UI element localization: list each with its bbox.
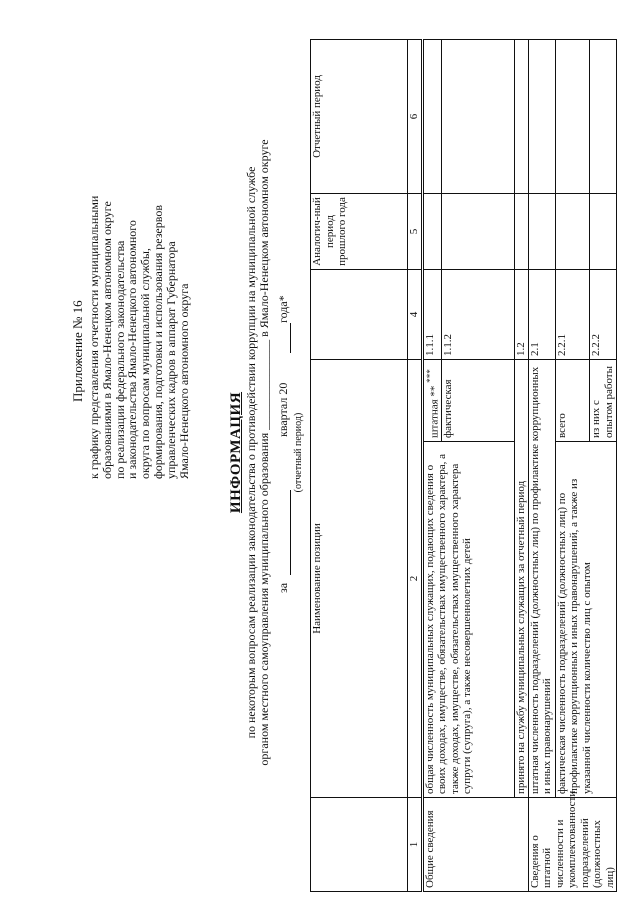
sub-staffing [422,360,441,442]
sub-total: всего [555,360,590,442]
table-header-row [311,39,408,891]
period-note: (отчетный период) [293,412,304,493]
code-cell: 2.2.1 [555,270,590,360]
header-reporting-period: Отчетный период [311,39,408,193]
col-number: 1 [408,798,423,892]
appendix-text [88,196,190,479]
value-reporting [514,39,528,193]
form-subtitle [245,0,271,905]
table-row [422,39,441,891]
table-number-row [408,39,423,891]
header-position-name: Наименование позиции [311,360,408,798]
value-last-year [528,194,555,270]
col-number: 2 [408,360,423,798]
value-last-year [422,194,441,270]
col-number: 6 [408,39,423,193]
value-last-year [555,194,590,270]
appendix-line: к графику представления отчетности муниципальными [87,195,101,479]
code-cell: 1.1.2 [441,270,514,360]
period-year-blank-line [290,323,291,353]
appendix-number: Приложение № 16 [70,300,85,402]
sub-actual: фактическая [441,360,514,442]
appendix-line: образованиями в Ямало-Ненецком автономном округе [99,201,114,479]
sub-experienced: из них с опытом работы [590,360,617,442]
period-year-label: года* [276,295,290,323]
value-last-year [514,194,528,270]
table-row [514,39,528,891]
section-general: Общие сведения [422,798,528,892]
row-staff-count: штатная численность подразделений (должностных лиц) по профилактике коррупционных и иных правонарушений [528,360,555,798]
col-number: 5 [408,194,423,270]
appendix-line: Ямало-Ненецкого автономного округа [176,283,191,479]
col-number: 4 [408,270,423,360]
value-last-year [590,194,617,270]
appendix-line: и законодательства Ямало-Ненецкого автономного [125,220,140,479]
value-reporting [422,39,441,193]
appendix-line: по реализации федерального законодательства [112,240,127,479]
code-cell: 2.2.2 [590,270,617,360]
value-last-year [441,194,514,270]
code-cell: 1.1.1 [422,270,441,360]
sub-staffing-label: штатная ** [428,385,441,438]
header-col1 [311,798,408,892]
form-title: ИНФОРМАЦИЯ [228,391,244,514]
period-blank-line [290,490,291,575]
form-subtitle-line: органом местного самоуправления муниципального образования _______________ в Ямало-Ненецком автономном округе [257,139,271,766]
row-total-employees: общая численность муниципальных служащих, подающих сведения о своих доходах, имуществе, обязательствах имущественного характера, а также доходах, имуществе, обязательствах имущественного характера супруги (супруга), а также несовершеннолетних детей [422,442,514,798]
period-quarter-label: квартал 20 [276,382,290,437]
header-col4 [311,270,408,360]
value-reporting [441,39,514,193]
form-subtitle-line: по некоторым вопросам реализации законодательства о противодействии коррупции на муниципальной службе [244,166,258,739]
appendix-line: формирования, подготовки и использования резервов [150,204,165,479]
code-cell: 1.2 [514,270,528,360]
code-cell: 2.1 [528,270,555,360]
value-reporting [528,39,555,193]
period-for-label: за [276,582,290,593]
report-table [310,39,617,892]
section-staffing: Сведения о штатной численности и укомплектованности подразделений (должностных лиц) [528,798,617,892]
row-hired: принято на службу муниципальных служащих за отчетный период [514,360,528,798]
appendix-line: округа по вопросам муниципальной службы, [138,248,153,479]
table-row [528,39,555,891]
footnote-mark: *** [424,369,435,383]
value-reporting [590,39,617,193]
value-reporting [555,39,590,193]
appendix-line: управленческих кадров в аппарат Губернатора [163,241,178,479]
table-row [555,39,590,891]
row-actual-count: фактическая численность подразделений (должностных лиц) по профилактике коррупционных и иных правонарушений, а также из указанной численности количество лиц с опытом [555,442,617,798]
header-last-year: Аналогич-ный период прошлого года [311,194,408,270]
